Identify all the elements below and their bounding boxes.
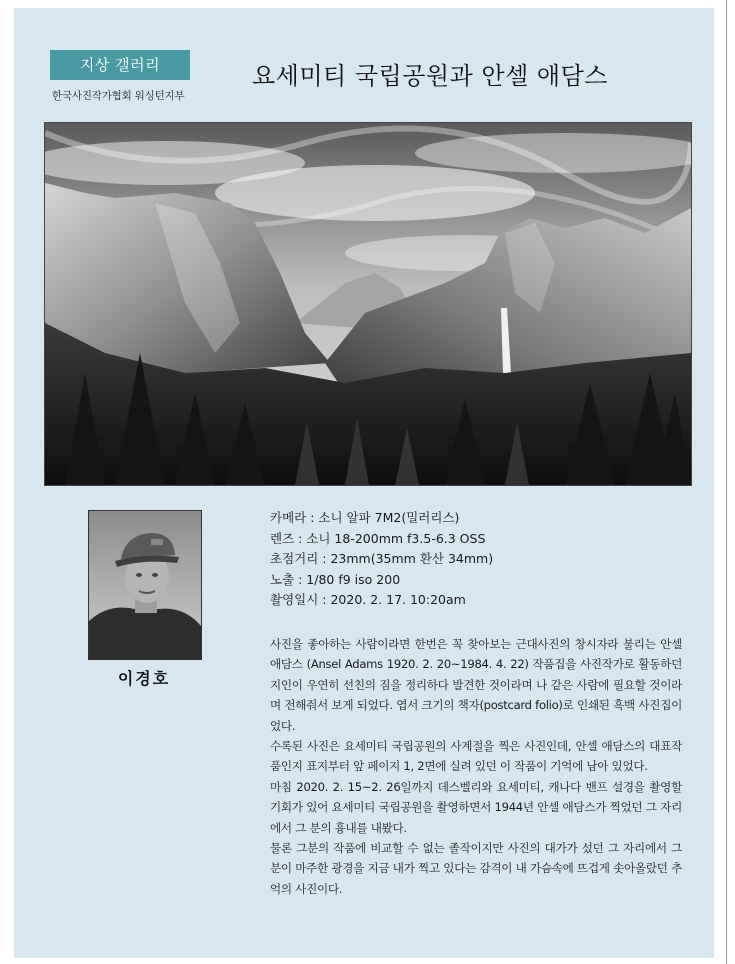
author-name: 이경호	[117, 669, 171, 688]
portrait-illustration	[89, 511, 201, 659]
camera-specs	[270, 508, 493, 611]
page-title: 요세미티 국립공원과 안셀 애담스	[252, 62, 608, 90]
paragraph: 물론 그분의 작품에 비교할 수 없는 졸작이지만 사진의 대가가 섰던 그 자리에서 그 분이 마주한 광경을 지금 내가 찍고 있다는 감격이 내 가슴속에 뜨겁게 솟아올랐던 추억의 사진이다.	[270, 841, 682, 896]
spec-shot-date: 촬영일시 : 2020. 2. 17. 10:20am	[270, 592, 466, 607]
spec-focal-length: 초점거리 : 23mm(35mm 환산 34mm)	[270, 551, 494, 566]
author-portrait	[88, 510, 202, 660]
page-edge-rule	[726, 0, 727, 964]
article-body	[270, 634, 682, 899]
section-tag: 지상 갤러리	[50, 50, 190, 80]
organization-name: 한국사진작가협회 워싱턴지부	[52, 90, 185, 102]
photo-illustration	[45, 123, 691, 485]
spec-camera: 카메라 : 소니 알파 7M2(밀러리스)	[270, 510, 460, 525]
paragraph: 수록된 사진은 요세미티 국립공원의 사계절을 찍은 사진인데, 안셀 애담스의 대표작품인지 표지부터 앞 페이지 1, 2면에 실려 있던 이 작품이 기억에 남아 있었다.	[270, 739, 682, 774]
spec-exposure: 노출 : 1/80 f9 iso 200	[270, 571, 401, 587]
paragraph: 사진을 좋아하는 사람이라면 한번은 꼭 찾아보는 근대사진의 창시자라 불리는 안셀 애담스 (Ansel Adams 1920. 2. 20~1984. 4. 22) 작품집을 사진작가로 활동하던 지인이 우연히 선친의 짐을 정리하다 발견한 것이라며 나 같은 사람에 필요할 것이라며 전해줘서 보게 되었다. 엽서 크기의 책자(postcard folio)로 인쇄된 흑백 사진집이었다.	[270, 637, 682, 733]
paragraph: 마침 2020. 2. 15~2. 26일까지 데스벨리와 요세미티, 캐나다 밴프 설경을 촬영할 기회가 있어 요세미티 국립공원을 촬영하면서 1944년 안셀 애담스가 찍었던 그 자리에서 그 분의 흉내를 내봤다.	[270, 779, 682, 835]
spec-lens: 렌즈 : 소니 18-200mm f3.5-6.3 OSS	[270, 530, 486, 546]
landscape-photo	[44, 122, 692, 486]
